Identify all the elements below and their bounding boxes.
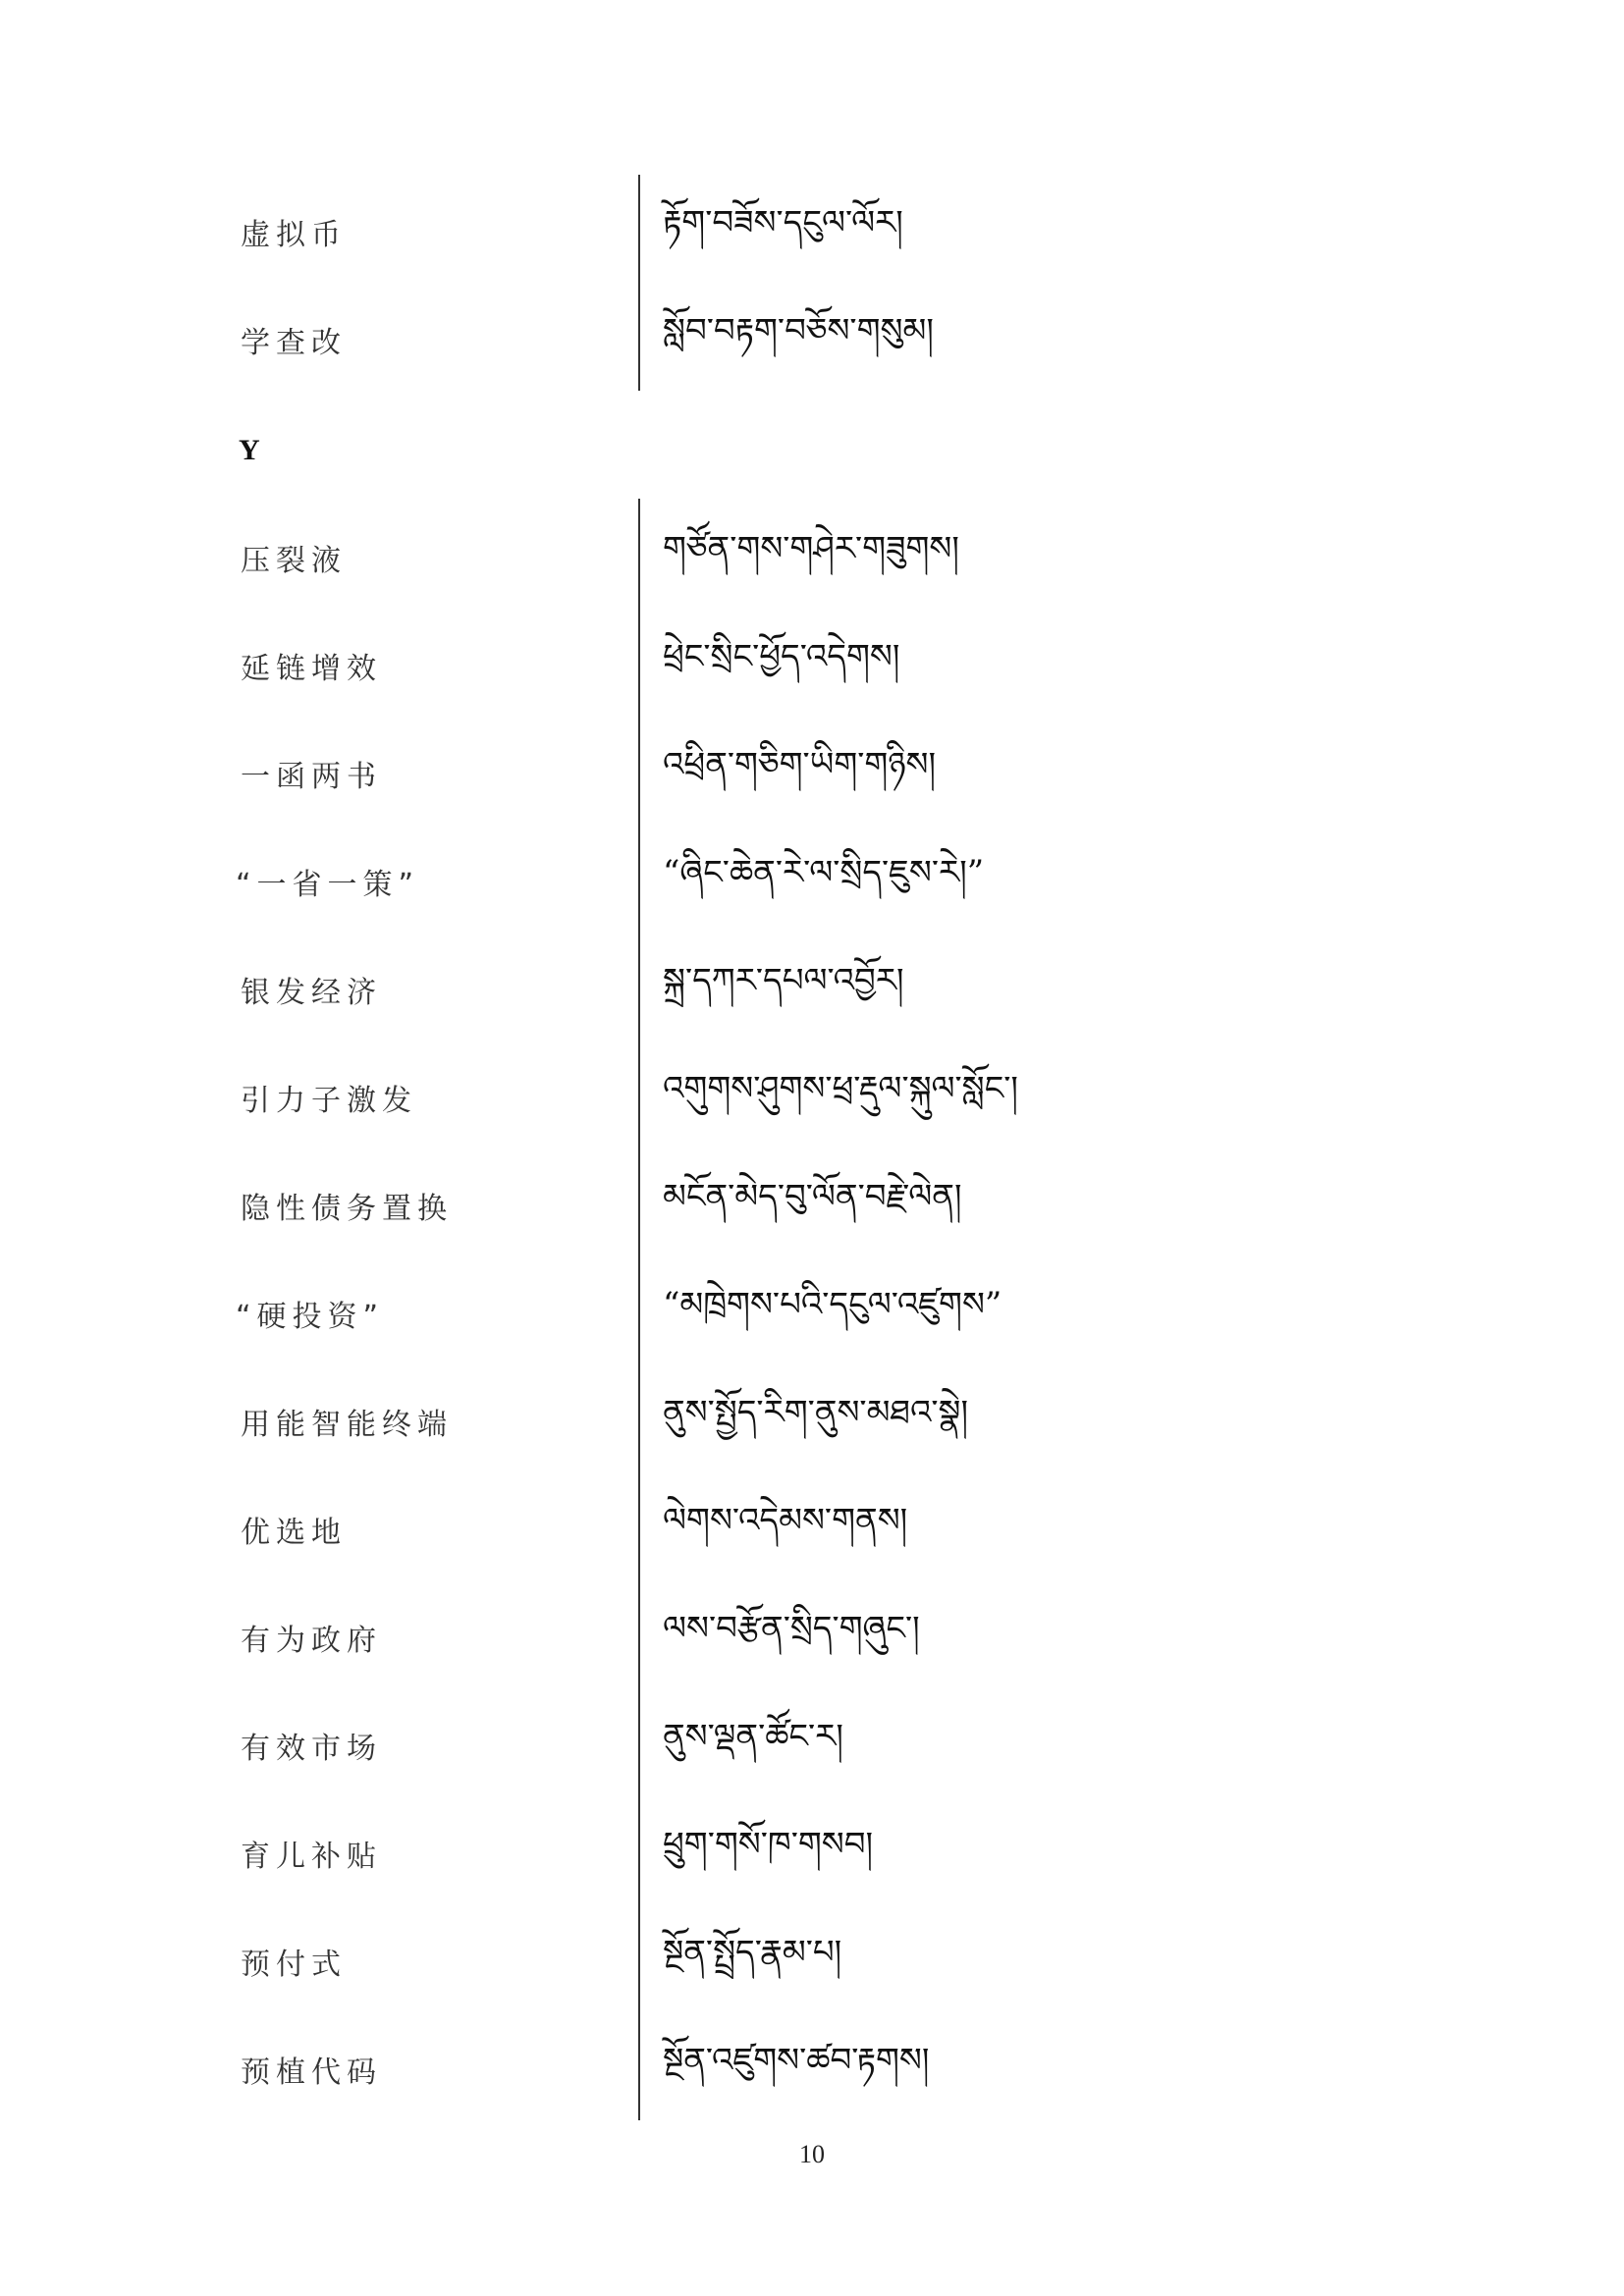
glossary-row	[0, 528, 1624, 587]
glossary-row	[0, 1392, 1624, 1451]
glossary-row	[0, 744, 1624, 803]
glossary-row	[0, 2040, 1624, 2099]
tibetan-term: ལས་བརྩོན་སྲིད་གཞུང་།	[663, 1609, 920, 1648]
page-number: 10	[799, 2140, 825, 2168]
chinese-term: 预植代码	[241, 2056, 382, 2090]
glossary-row	[0, 1176, 1624, 1235]
tibetan-term: “ཞིང་ཆེན་རེ་ལ་སྲིད་ཇུས་རེ།”	[663, 853, 985, 892]
tibetan-term: སྐྲ་དཀར་དཔལ་འབྱོར།	[663, 961, 904, 1000]
tibetan-term: སློབ་བརྟག་བཅོས་གསུམ།	[663, 311, 934, 350]
glossary-row	[0, 1824, 1624, 1883]
tibetan-term: ལེགས་འདེམས་གནས།	[663, 1501, 908, 1540]
tibetan-term: “མཁྲེགས་པའི་དངུལ་འཛུགས”	[663, 1285, 1002, 1324]
tibetan-term: ནུས་ལྡན་ཚོང་ར།	[663, 1717, 843, 1756]
chinese-term: 优选地	[241, 1516, 347, 1550]
tibetan-term: ནུས་སྤྱོད་རིག་ནུས་མཐའ་སྣེ།	[663, 1393, 969, 1432]
tibetan-term: མངོན་མེད་བུ་ལོན་བརྗེ་ལེན།	[663, 1177, 962, 1216]
chinese-term: 有效市场	[241, 1732, 382, 1766]
tibetan-term: སྔོན་སྤྲོད་རྣམ་པ།	[663, 1933, 842, 1972]
section-letter-heading: Y	[239, 434, 260, 466]
glossary-block-2	[0, 499, 1624, 2120]
chinese-term: 预付式	[241, 1948, 347, 1982]
glossary-row	[0, 1716, 1624, 1775]
glossary-row	[0, 852, 1624, 911]
glossary-row	[0, 1068, 1624, 1127]
glossary-row	[0, 310, 1624, 369]
glossary-row	[0, 636, 1624, 695]
glossary-row	[0, 1932, 1624, 1991]
chinese-term: 引力子激发	[241, 1084, 417, 1118]
chinese-term: 隐性债务置换	[241, 1192, 453, 1226]
tibetan-term: སྔོན་འཛུགས་ཚབ་རྟགས།	[663, 2041, 930, 2080]
tibetan-term: གཙོན་གས་གཤེར་གཟུགས།	[663, 529, 959, 568]
chinese-term: 学查改	[241, 326, 347, 360]
chinese-term: 用能智能终端	[241, 1408, 453, 1442]
chinese-term: 一函两书	[241, 760, 382, 794]
chinese-term: 育儿补贴	[241, 1840, 382, 1874]
tibetan-term: འགུགས་ཤུགས་ཕྲ་རྡུལ་སྐུལ་སློང་།	[663, 1069, 1018, 1108]
tibetan-term: འཕྲིན་གཅིག་ཡིག་གཉིས།	[663, 745, 937, 784]
glossary-row	[0, 960, 1624, 1019]
glossary-block-1	[0, 175, 1624, 391]
tibetan-term: རྟོག་བཟོས་དངུལ་ལོར།	[663, 203, 903, 242]
chinese-term: 压裂液	[241, 544, 347, 578]
tibetan-term: ཕྲུག་གསོ་ཁ་གསབ།	[663, 1825, 874, 1864]
chinese-term: 有为政府	[241, 1624, 382, 1658]
chinese-term: “硬投资”	[236, 1300, 385, 1334]
glossary-row	[0, 202, 1624, 261]
chinese-term: 虚拟币	[241, 218, 347, 252]
glossary-row	[0, 1500, 1624, 1559]
chinese-term: 延链增效	[241, 652, 382, 686]
chinese-term: 银发经济	[241, 976, 382, 1010]
tibetan-term: ཕྲེང་སྲིང་ཕྱོད་འདེགས།	[663, 637, 900, 676]
glossary-row	[0, 1608, 1624, 1667]
chinese-term: “一省一策”	[236, 868, 420, 902]
glossary-row	[0, 1284, 1624, 1343]
